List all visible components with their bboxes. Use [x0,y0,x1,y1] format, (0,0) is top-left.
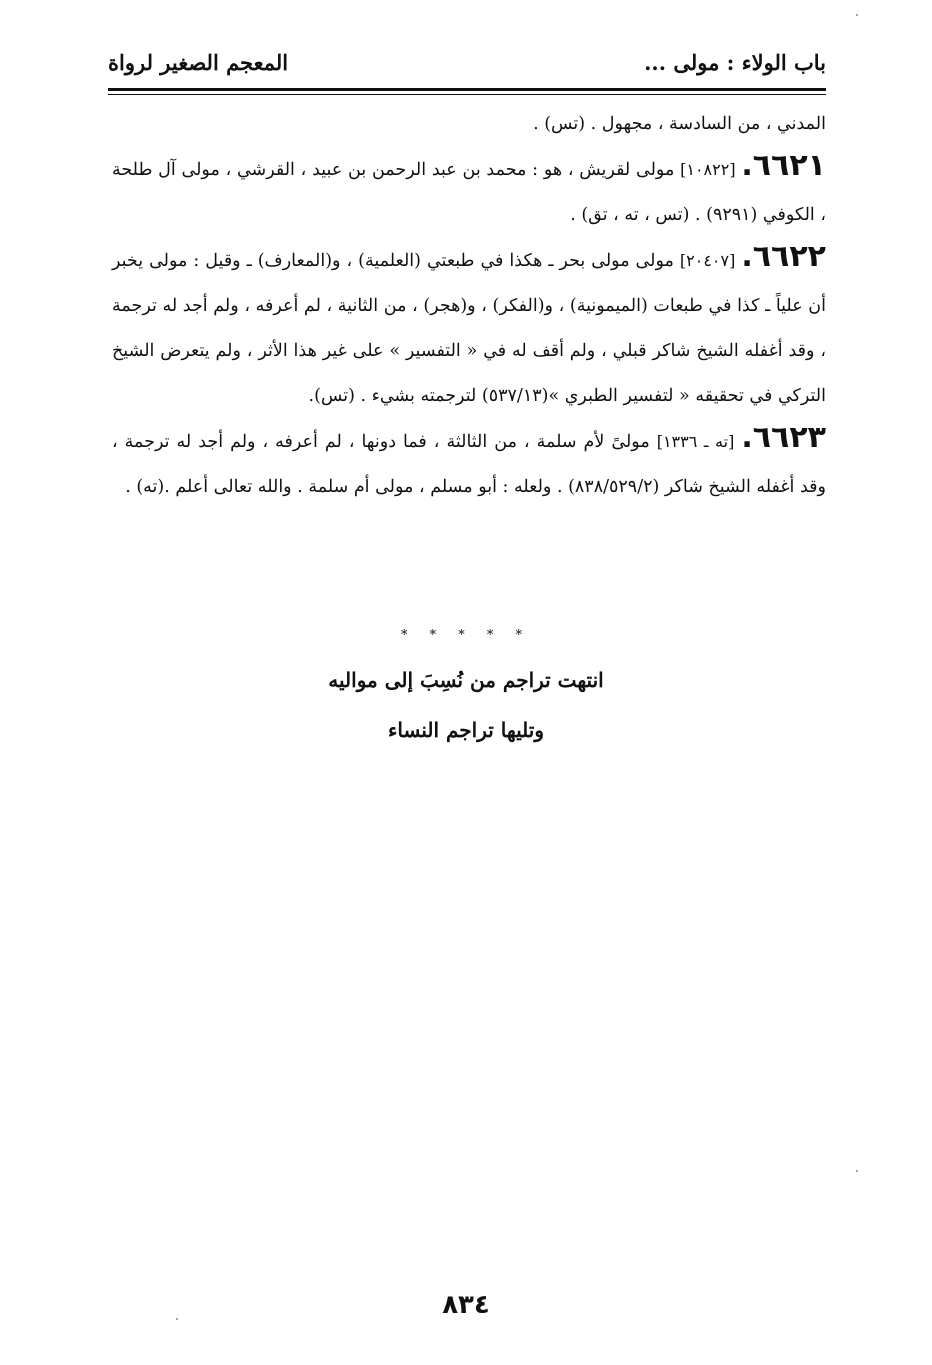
scan-speck [856,14,858,16]
entry-text: مولى لقريش ، هو : محمد بن عبد الرحمن بن عبيد ، القرشي ، مولى آل طلحة ، الكوفي (٩٢٩١) . (تس ، ته ، تق) . [112,160,826,225]
section-title: باب الولاء : مولى ... [644,50,826,75]
header-rule-thin [108,94,826,95]
entry-number: ٦٦٢٣. [741,420,826,455]
entry-number: ٦٦٢٢. [741,239,826,274]
header-rule-thick [108,88,826,91]
entry-reference: [ته ـ ١٣٣٦] [656,432,735,451]
entry-text: مولىً لأم سلمة ، من الثالثة ، فما دونها ، لم أعرفه ، ولم أجد له ترجمة ، وقد أغفله الشيخ شاكر (٨٣٨/٥٢٩/٢) . ولعله : أبو مسلم ، مولى أم سلمة . والله تعالى أعلم .(ته) . [112,432,826,497]
page-number: ٨٣٤ [442,1290,490,1320]
body-text [112,102,826,510]
intro-line: المدني ، من السادسة ، مجهول . (تس) . [533,114,826,134]
entry-6623 [112,419,826,510]
closing-line-1: انتهت تراجم من نُسِبَ إلى مواليه [328,668,604,692]
closing-line-2: وتليها تراجم النساء [388,718,544,742]
book-title: المعجم الصغير لرواة [108,50,289,75]
entry-6622 [112,238,826,419]
entry-6621 [112,147,826,238]
entry-text: مولى مولى بحر ـ هكذا في طبعتي (العلمية) ، و(المعارف) ـ وقيل : مولى يخبر أن علياً ـ كذا في طبعات (الميمونية) ، و(الفكر) ، و(هجر) ، من الثانية ، لم أعرفه ، ولم أجد له ترجمة ، وقد أغفله الشيخ شاكر قبلي ، ولم أقف له في « التفسير » على غير هذا الأثر ، ولم يتعرض الشيخ التركي في تحقيقه « لتفسير الطبري »(٥٣٧/١٣) لترجمته بشيء . (تس). [112,251,826,406]
section-separator: * * * * * [400,628,532,643]
scan-speck [856,1170,858,1172]
entry-reference: [٢٠٤٠٧] [679,251,736,270]
running-header [108,44,826,84]
entry-number: ٦٦٢١. [741,148,826,183]
scan-speck [176,1318,178,1320]
entry-reference: [١٠٨٢٢] [680,160,736,179]
